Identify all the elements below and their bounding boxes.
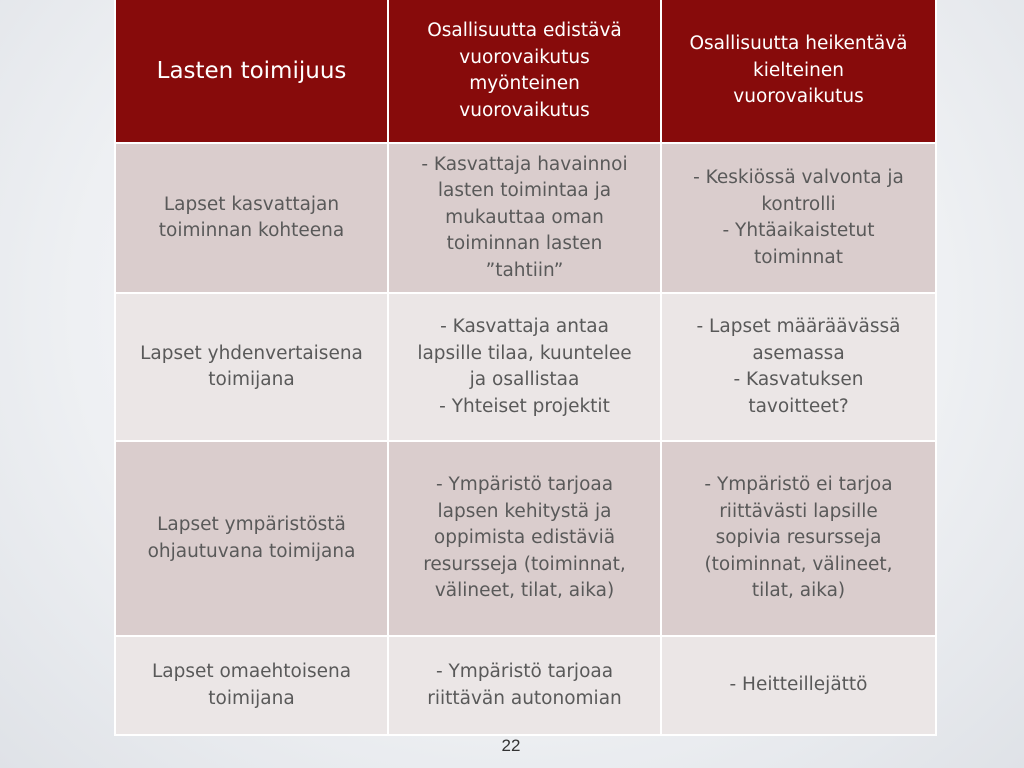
page-number-text: 22 [501,736,521,755]
header-cell-weakening: Osallisuutta heikentävä kielteinen vuorovaikutus [661,0,936,143]
weakening-cell: - Lapset määräävässä asemassa - Kasvatuksen tavoitteet? [661,293,936,441]
weakening-cell: - Keskiössä valvonta ja kontrolli - Yhtäaikaistetut toiminnat [661,143,936,293]
weakening-cell: - Ympäristö ei tarjoa riittävästi lapsille sopivia resursseja (toiminnat, välineet, tilat, aika) [661,441,936,636]
row-label: Lapset omaehtoisena toimijana [115,636,388,735]
promoting-cell: - Ympäristö tarjoaa riittävän autonomian [388,636,661,735]
promoting-cell: - Kasvattaja antaa lapsille tilaa, kuuntelee ja osallistaa - Yhteiset projektit [388,293,661,441]
weakening-cell: - Heitteillejättö [661,636,936,735]
row-label: Lapset ympäristöstä ohjautuvana toimijana [115,441,388,636]
header-cell-promoting: Osallisuutta edistävä vuorovaikutus myönteinen vuorovaikutus [388,0,661,143]
row-label: Lapset kasvattajan toiminnan kohteena [115,143,388,293]
page-number [0,736,1024,756]
table-row [115,143,936,293]
table-header-row [115,0,936,143]
table-row [115,441,936,636]
promoting-cell: - Kasvattaja havainnoi lasten toimintaa ja mukauttaa oman toiminnan lasten ”tahtiin” [388,143,661,293]
header-cell-agency: Lasten toimijuus [115,0,388,143]
table-row [115,293,936,441]
table-row [115,636,936,735]
promoting-cell: - Ympäristö tarjoaa lapsen kehitystä ja oppimista edistäviä resursseja (toiminnat, välineet, tilat, aika) [388,441,661,636]
row-label: Lapset yhdenvertaisena toimijana [115,293,388,441]
participation-table [114,0,937,736]
